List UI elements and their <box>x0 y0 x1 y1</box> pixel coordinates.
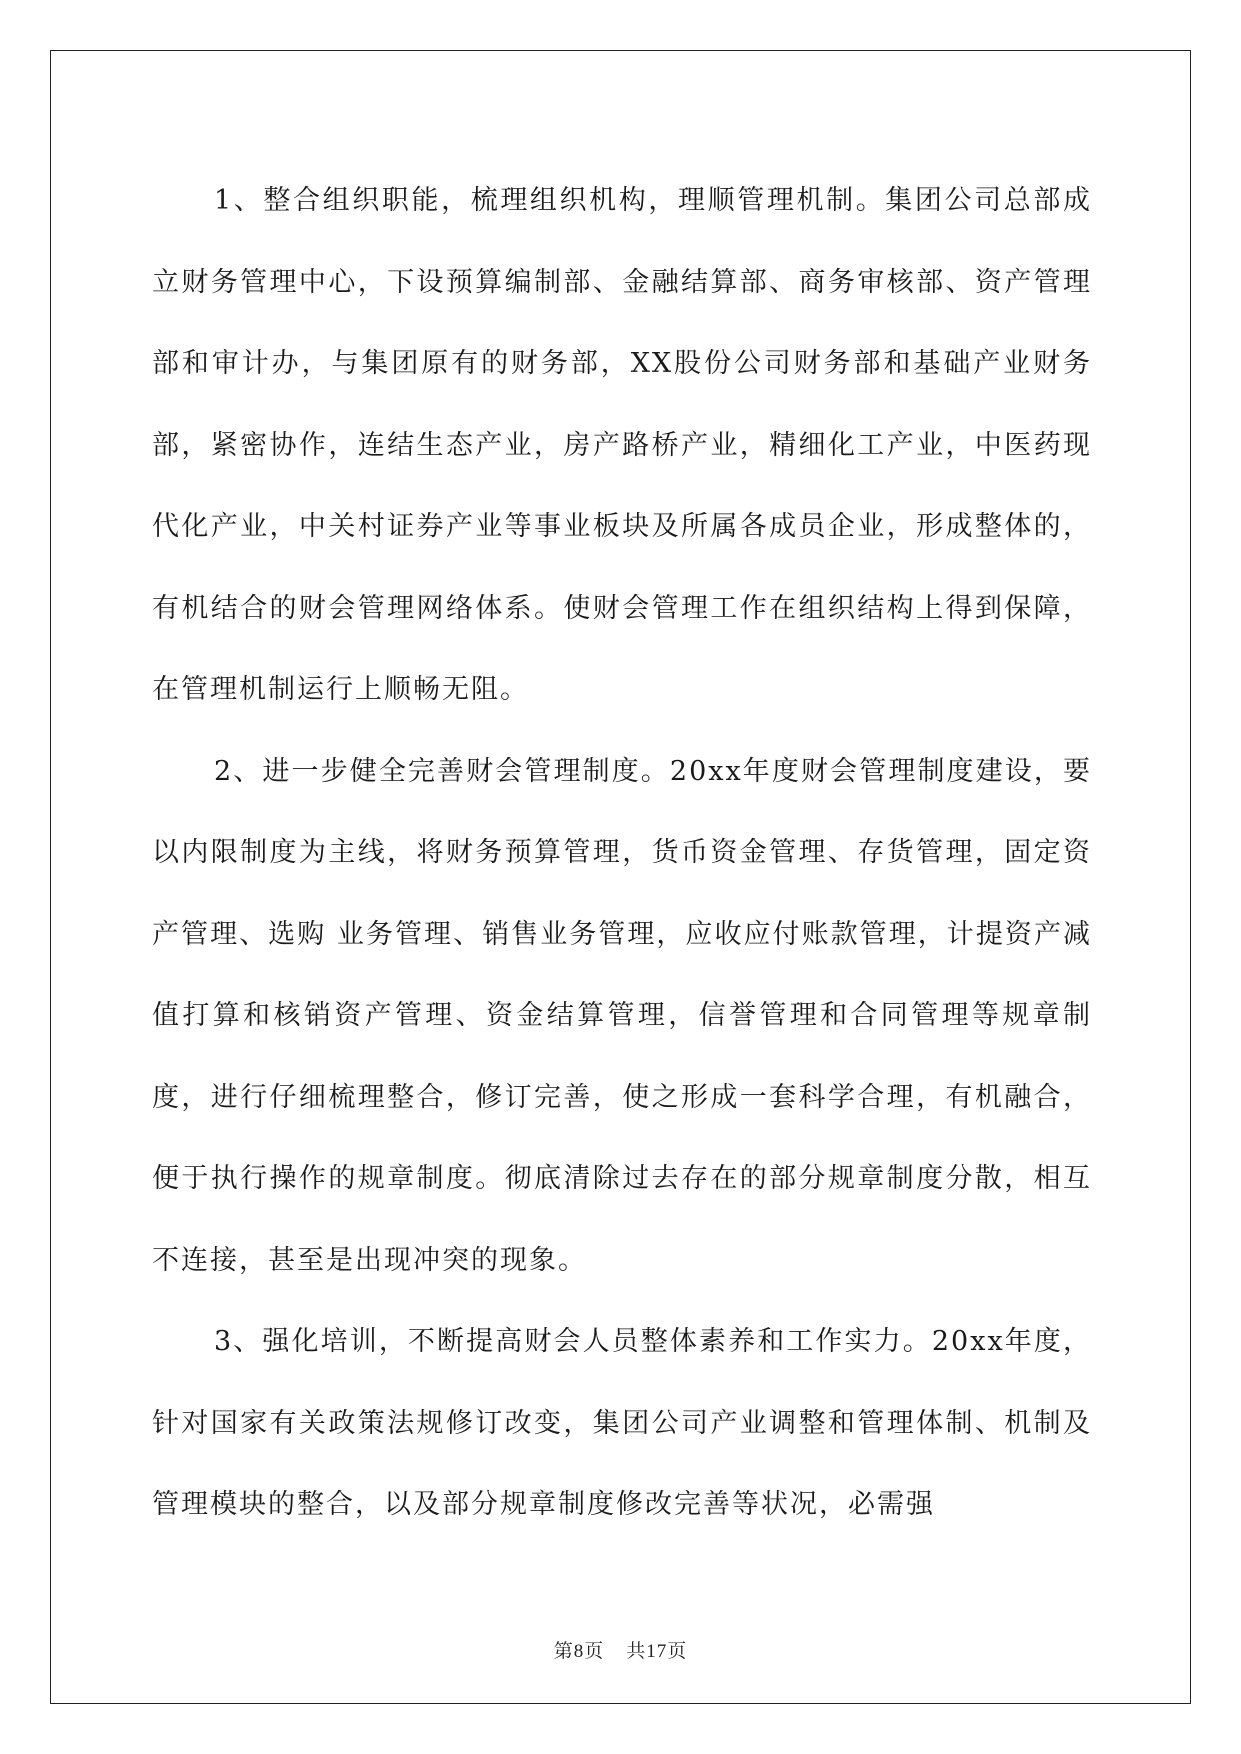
page-footer <box>0 1636 1241 1663</box>
paragraph-1: 1、整合组织职能，梳理组织机构，理顺管理机制。集团公司总部成立财务管理中心，下设预算编制部、金融结算部、商务审核部、资产管理部和审计办，与集团原有的财务部，XX股份公司财务部和基础产业财务部，紧密协作，连结生态产业，房产路桥产业，精细化工产业，中医药现代化产业，中关村证券产业等事业板块及所属各成员企业，形成整体的，有机结合的财会管理网络体系。使财会管理工作在组织结构上得到保障，在管理机制运行上顺畅无阻。 <box>152 185 1092 705</box>
paragraph-3: 3、强化培训，不断提高财会人员整体素养和工作实力。20xx年度，针对国家有关政策法规修订改变，集团公司产业调整和管理体制、机制及管理模块的整合，以及部分规章制度修改完善等状况，必需强 <box>152 1326 1092 1520</box>
document-body <box>152 160 1092 1546</box>
page-total: 共17页 <box>626 1641 688 1662</box>
paragraph-2: 2、进一步健全完善财会管理制度。20xx年度财会管理制度建设，要以内限制度为主线，将财务预算管理，货币资金管理、存货管理，固定资产管理、选购 业务管理、销售业务管理，应收应付账款管理，计提资产减值打算和核销资产管理、资金结算管理，信誉管理和合同管理等规章制度，进行仔细梳理整合，修订完善，使之形成一套科学合理，有机融合，便于执行操作的规章制度。彻底清除过去存在的部分规章制度分散，相互不连接，甚至是出现冲突的现象。 <box>152 755 1092 1276</box>
page-number: 第8页 <box>553 1641 605 1662</box>
